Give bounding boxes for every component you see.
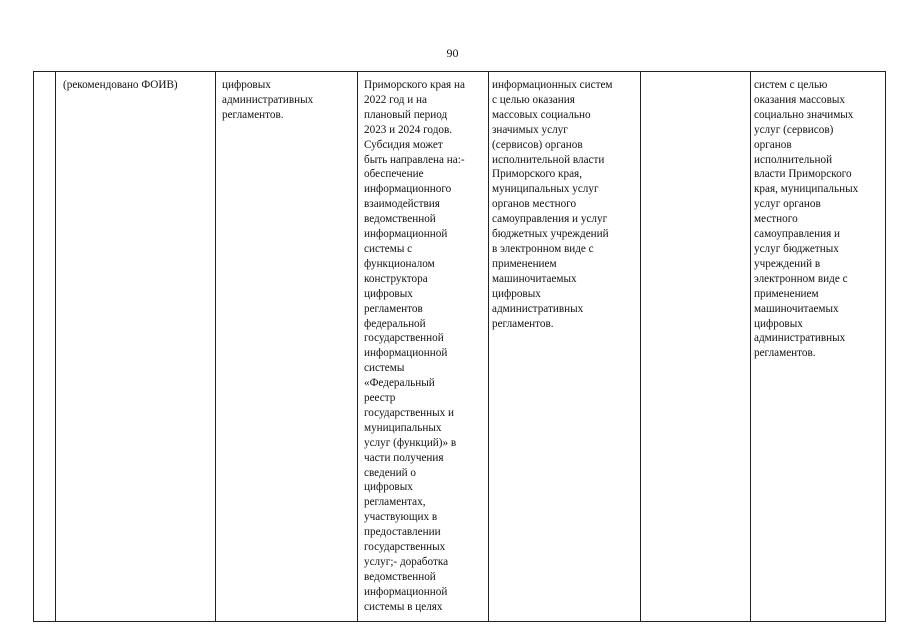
column-border (750, 71, 751, 622)
table-cell-col-3: цифровых административных регламентов. (222, 79, 314, 121)
page-number: 90 (446, 46, 459, 60)
document-table (33, 71, 886, 622)
column-border (215, 71, 216, 622)
table-cell-col-7: систем с целью оказания массовых социально значимых услуг (сервисов) органов исполнительной власти Приморского края, муниципальных услуг органов местного самоуправления и услуг бюджетных учреждений в электронном виде с применением машиночитаемых цифровых административных регламентов. (754, 79, 859, 360)
column-border (885, 71, 886, 622)
table-cell-col-6 (645, 71, 749, 629)
column-border (357, 71, 358, 622)
table-cell-col-4: Приморского края на 2022 год и на плановый период 2023 и 2024 годов. Субсидия может быть направлена на:- обеспечение информационного взаимодействия ведомственной информационной системы с функционалом конструктора цифровых регламентов федеральной государственной информационной системы «Федеральный реестр государственных и муниципальных услуг (функций)» в части получения сведений о цифровых регламентах, участвующих в предоставлении государственных услуг;- доработка ведомственной информационной системы в целях (364, 79, 465, 613)
table-cell-col-5: информационных систем с целью оказания массовых социально значимых услуг (сервисов) органов исполнительной власти Приморского края, муниципальных услуг органов местного самоуправления и услуг бюджетных учреждений в электронном виде с применением машиночитаемых цифровых административных регламентов. (492, 79, 613, 330)
column-border (488, 71, 489, 622)
column-border (33, 71, 34, 622)
column-border (640, 71, 641, 622)
table-cell-col-2: (рекомендовано ФОИВ) (63, 79, 178, 91)
